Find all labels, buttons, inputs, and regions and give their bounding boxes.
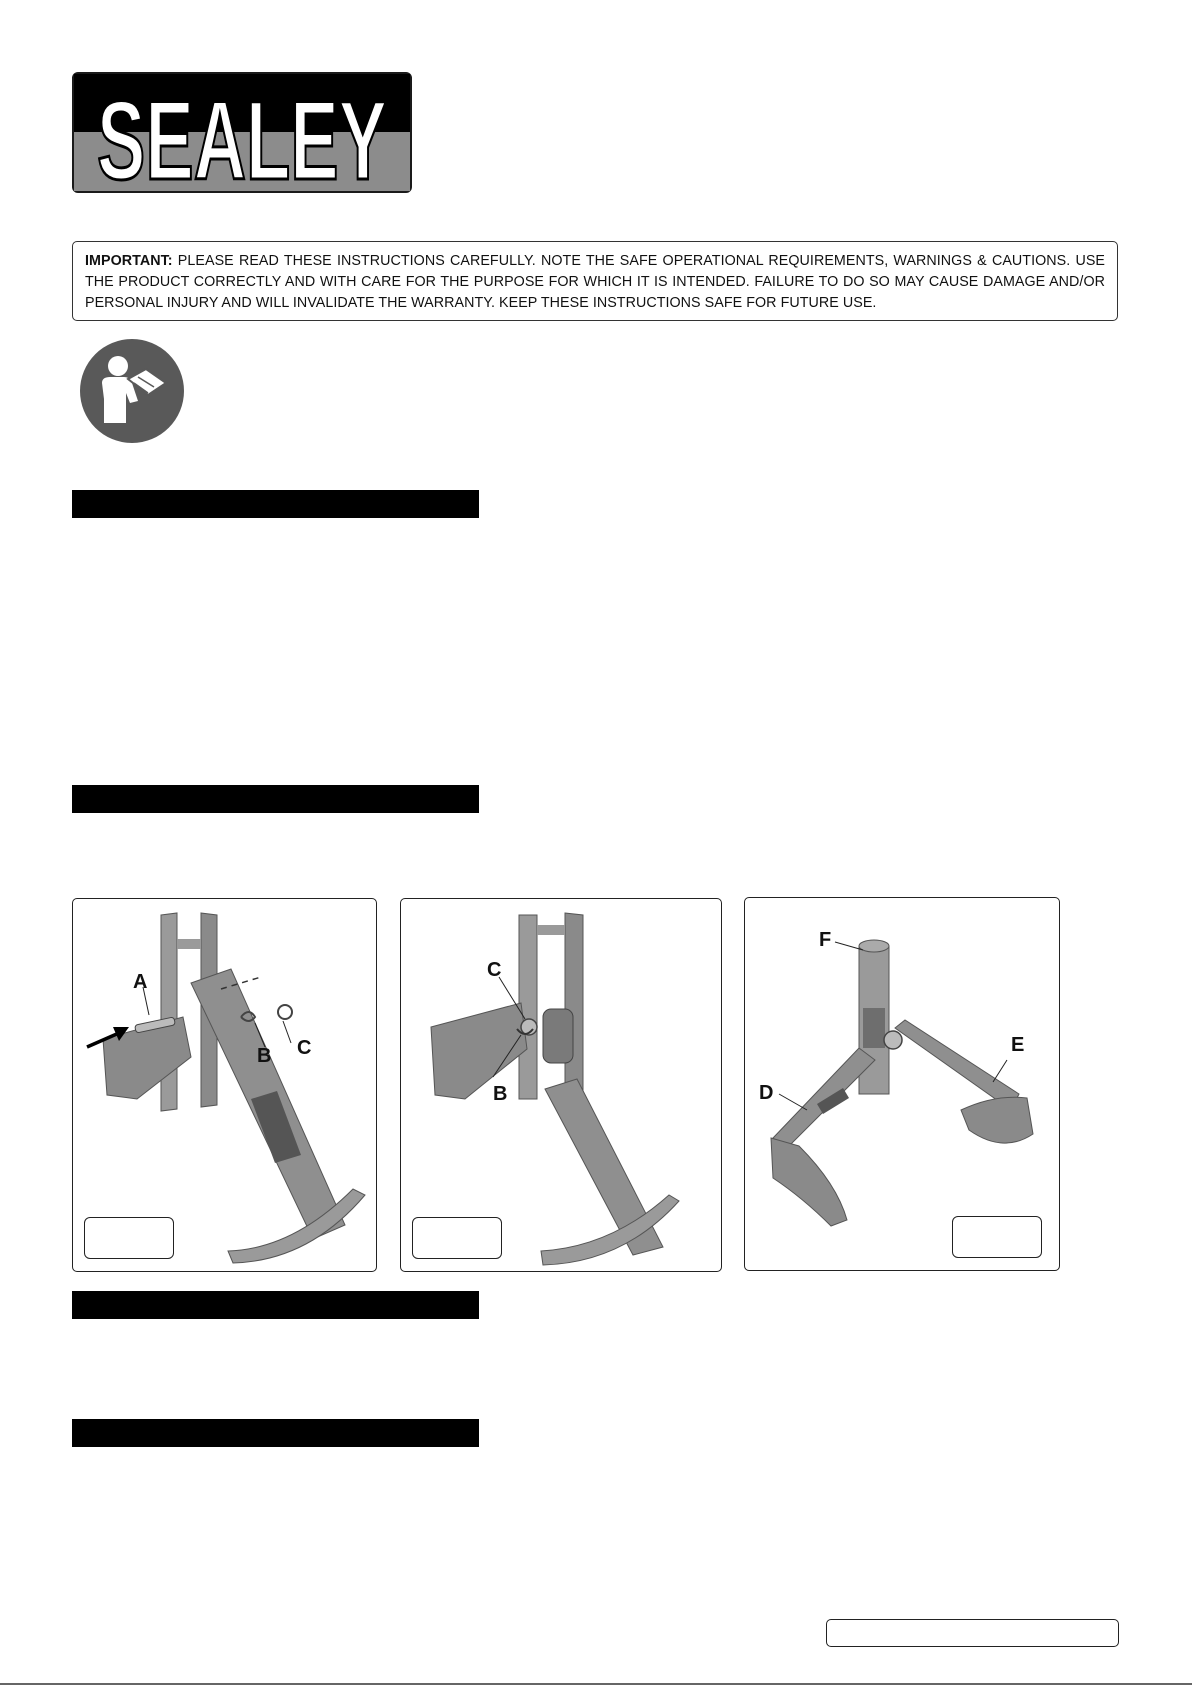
figure-2-label-box bbox=[412, 1217, 502, 1259]
callout-b: B bbox=[257, 1045, 272, 1067]
important-lead: IMPORTANT: bbox=[85, 253, 173, 269]
figure-3-label-box bbox=[952, 1216, 1042, 1258]
section-bar-1 bbox=[72, 490, 479, 518]
read-manual-icon bbox=[80, 339, 184, 443]
callout-d: D bbox=[759, 1082, 774, 1104]
figure-3 bbox=[744, 897, 1060, 1271]
callout-c: C bbox=[297, 1037, 312, 1059]
section-bar-3 bbox=[72, 1291, 479, 1319]
callout-a: A bbox=[133, 971, 148, 993]
section-bar-4 bbox=[72, 1419, 479, 1447]
important-body: PLEASE READ THESE INSTRUCTIONS CAREFULLY. NOTE THE SAFE OPERATIONAL REQUIREMENTS, WARNINGS & CAUTIONS. USE THE PRODUCT CORRECTLY AND WITH CARE FOR THE PURPOSE FOR WHICH IT IS INTENDED. FAILURE TO DO SO MAY CAUSE DAMAGE AND/OR PERSONAL INJURY AND WILL INVALIDATE THE WARRANTY. KEEP THESE INSTRUCTIONS SAFE FOR FUTURE USE. bbox=[85, 253, 1105, 311]
figure-1 bbox=[72, 898, 377, 1272]
logo-text: SEALEY bbox=[97, 78, 387, 203]
figure-1-label-box bbox=[84, 1217, 174, 1259]
callout-b: B bbox=[493, 1083, 508, 1105]
callout-e: E bbox=[1011, 1034, 1025, 1056]
section-bar-2 bbox=[72, 785, 479, 813]
important-notice bbox=[72, 241, 1118, 321]
footer-box bbox=[826, 1619, 1119, 1647]
callout-f: F bbox=[819, 929, 832, 951]
sealey-logo bbox=[72, 72, 412, 203]
callout-c: C bbox=[487, 959, 502, 981]
figure-2 bbox=[400, 898, 722, 1272]
